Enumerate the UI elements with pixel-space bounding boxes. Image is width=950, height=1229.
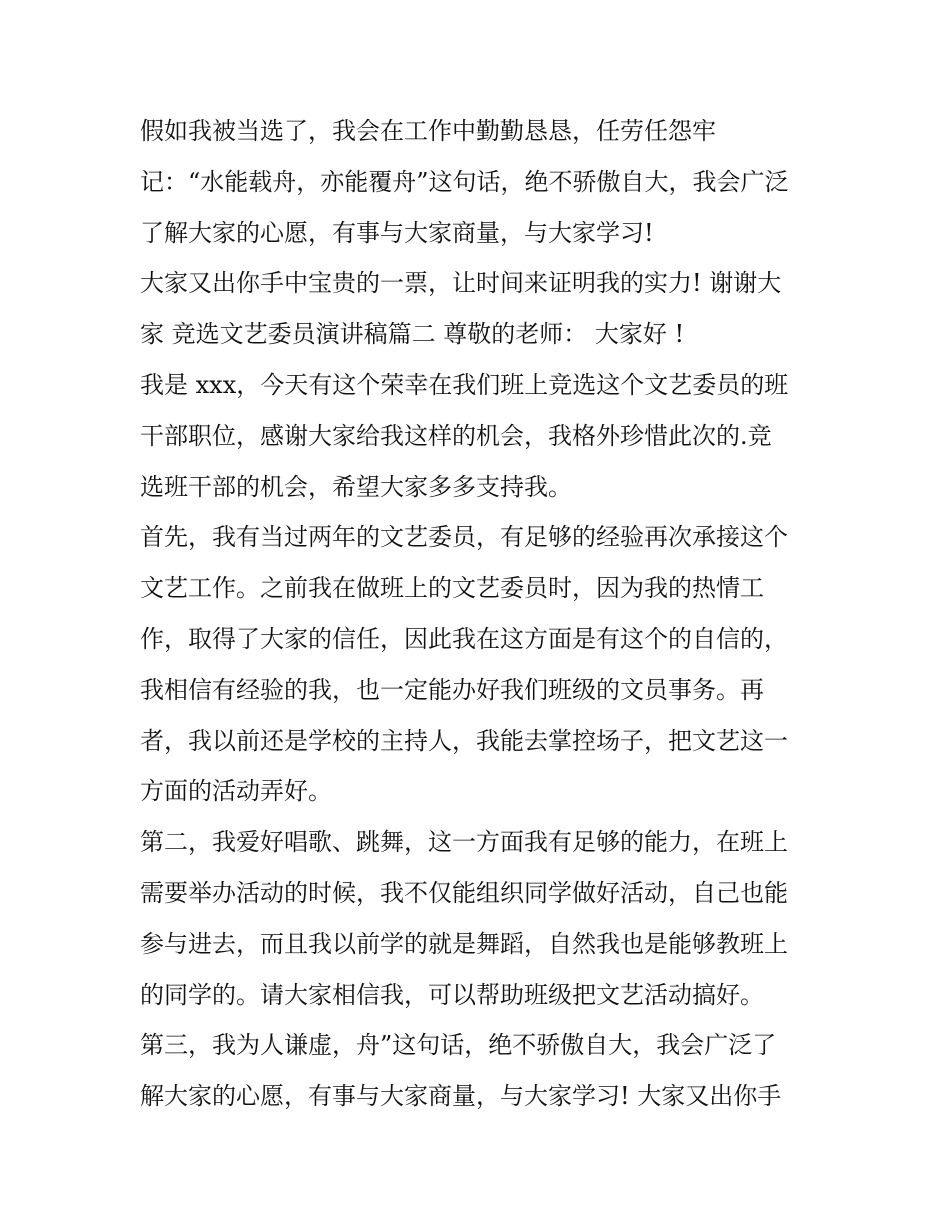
text-line: 干部职位，感谢大家给我这样的机会，我格外珍惜此次的.竞 bbox=[140, 421, 772, 450]
text-line: 了解大家的心愿，有事与大家商量，与大家学习! bbox=[140, 218, 654, 247]
text-line: 记：“水能载舟，亦能覆舟”这句话，绝不骄傲自大，我会广泛 bbox=[140, 167, 789, 196]
text-line: 者，我以前还是学校的主持人，我能去掌控场子，把文艺这一 bbox=[140, 726, 788, 755]
text-line: 假如我被当选了，我会在工作中勤勤恳恳，任劳任怨牢 bbox=[140, 117, 716, 145]
text-line: 大家又出你手中宝贵的一票，让时间来证明我的实力! 谢谢大 bbox=[140, 269, 782, 298]
text-line: 解大家的心愿，有事与大家商量，与大家学习! 大家又出你手 bbox=[140, 1082, 782, 1111]
text-line: 文艺工作。之前我在做班上的文艺委员时，因为我的热情工 bbox=[140, 574, 764, 603]
document-body bbox=[140, 106, 820, 1122]
text-line: 第二，我爱好唱歌、跳舞，这一方面我有足够的能力，在班上 bbox=[140, 828, 788, 857]
text-line: 作，取得了大家的信任，因此我在这方面是有这个的自信的， bbox=[140, 624, 788, 653]
text-line: 选班干部的机会，希望大家多多支持我。 bbox=[140, 472, 572, 501]
text-line: 家 竞选文艺委员演讲稿篇二 尊敬的老师： 大家好 ! bbox=[140, 320, 685, 349]
text-line: 第三，我为人谦虚，舟”这句话，绝不骄傲自大，我会广泛了 bbox=[140, 1031, 777, 1060]
text-line: 首先，我有当过两年的文艺委员，有足够的经验再次承接这个 bbox=[140, 523, 788, 552]
text-line: 需要举办活动的时候，我不仅能组织同学做好活动，自己也能 bbox=[140, 878, 788, 907]
text-line: 方面的活动弄好。 bbox=[140, 777, 332, 806]
text-line: 我相信有经验的我，也一定能办好我们班级的文员事务。再 bbox=[140, 675, 764, 704]
text-line: 我是 xxx，今天有这个荣幸在我们班上竞选这个文艺委员的班 bbox=[140, 370, 789, 399]
text-line: 参与进去，而且我以前学的就是舞蹈，自然我也是能够教班上 bbox=[140, 929, 788, 958]
text-line: 的同学的。请大家相信我，可以帮助班级把文艺活动搞好。 bbox=[140, 980, 764, 1009]
